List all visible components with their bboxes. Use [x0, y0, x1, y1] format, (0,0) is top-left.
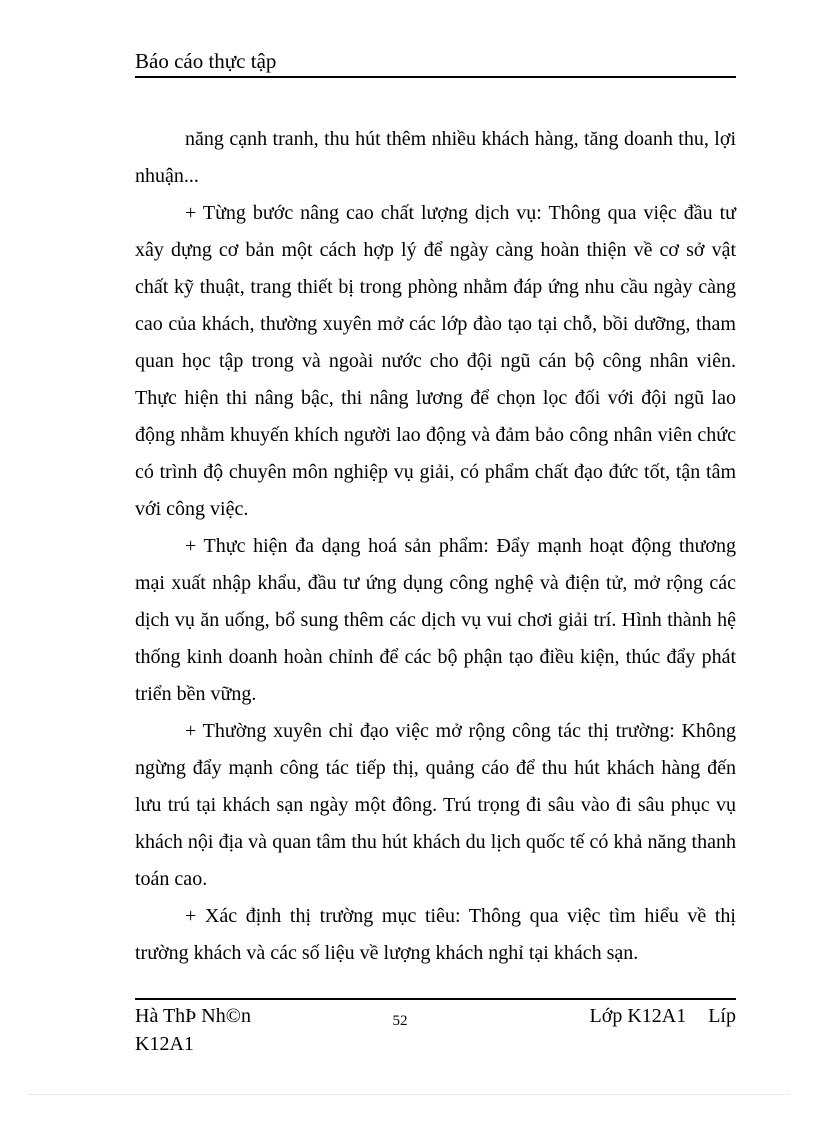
- footer-author: [135, 1002, 335, 1058]
- page-footer: [135, 1002, 736, 1062]
- footer-rule: [135, 998, 736, 1000]
- paragraph-target-market: + Xác định thị trường mục tiêu: Thông qua việc tìm hiểu về thị trường khách và các số liệu về lượng khách nghỉ tại khách sạn.: [135, 905, 736, 964]
- paragraph-product-diversification: + Thực hiện đa dạng hoá sản phẩm: Đẩy mạnh hoạt động thương mại xuất nhập khẩu, đầu tư ứng dụng công nghệ và điện tử, mở rộng các dịch vụ ăn uống, bổ sung thêm các dịch vụ vui chơi giải trí. Hình thành hệ thống kinh doanh hoàn chỉnh để các bộ phận tạo điều kiện, thúc đẩy phát triển bền vững.: [135, 535, 736, 705]
- footer-class-label: Lớp K12A1: [589, 1005, 687, 1027]
- footer-author-name: Hà ThÞ Nh©n: [135, 1005, 251, 1027]
- bottom-dotted-border: [28, 1094, 790, 1095]
- page-number: 52: [392, 1013, 408, 1029]
- header-rule: [135, 76, 736, 78]
- body-text: [135, 121, 736, 972]
- footer-class-label-alt: Líp: [708, 1005, 736, 1027]
- running-header: Báo cáo thực tập: [135, 49, 277, 73]
- footer-class: [590, 1002, 736, 1030]
- footer-author-class: K12A1: [135, 1033, 194, 1055]
- paragraph-service-quality: + Từng bước nâng cao chất lượng dịch vụ: Thông qua việc đầu tư xây dựng cơ bản một cách hợp lý để ngày càng hoàn thiện về cơ sở vật chất kỹ thuật, trang thiết bị trong phòng nhằm đáp ứng nhu cầu ngày càng cao của khách, thường xuyên mở các lớp đào tạo tại chỗ, bồi dưỡng, tham quan học tập trong và ngoài nước cho đội ngũ cán bộ công nhân viên. Thực hiện thi nâng bậc, thi nâng lương để chọn lọc đối với đội ngũ lao động nhằm khuyến khích người lao động và đảm bảo công nhân viên chức có trình độ chuyên môn nghiệp vụ giải, có phẩm chất đạo đức tốt, tận tâm với công việc.: [135, 202, 736, 520]
- paragraph-market-expansion: + Thường xuyên chỉ đạo việc mở rộng công tác thị trường: Không ngừng đẩy mạnh công tác tiếp thị, quảng cáo để thu hút khách hàng đến lưu trú tại khách sạn ngày một đông. Trú trọng đi sâu vào đi sâu phục vụ khách nội địa và quan tâm thu hút khách du lịch quốc tế có khả năng thanh toán cao.: [135, 720, 736, 890]
- paragraph-continuation: năng cạnh tranh, thu hút thêm nhiều khách hàng, tăng doanh thu, lợi nhuận...: [135, 128, 736, 187]
